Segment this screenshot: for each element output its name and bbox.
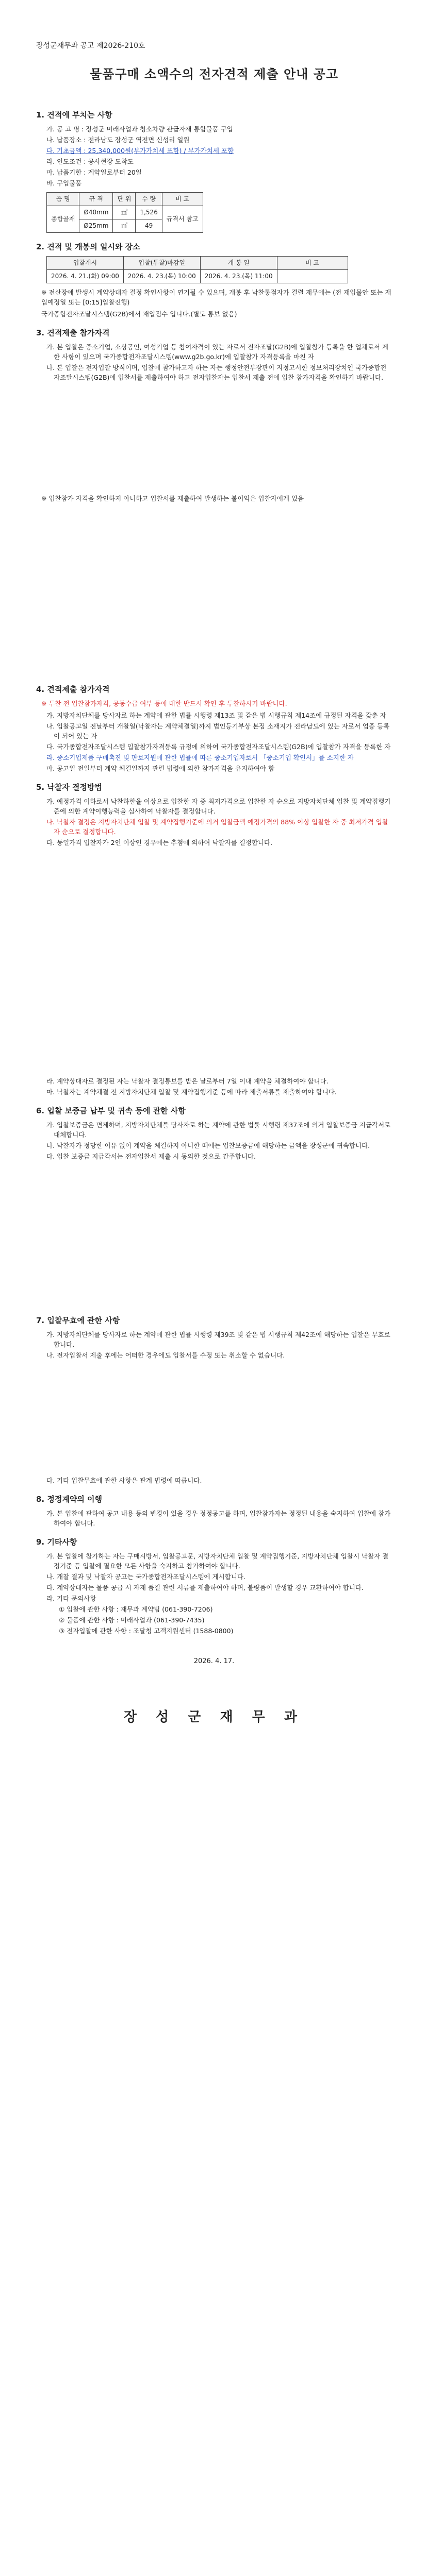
table-row [47,206,203,219]
s4-warning: ※ 투찰 전 입찰참가자격, 공동수급 여부 등에 대한 반드시 확인 후 투찰하시기 바랍니다. [41,700,287,707]
s4-item: 가. 지방자치단체를 당사자로 하는 계약에 관한 법률 시행령 제13조 및 같은 법 시행규칙 제14조에 규정된 자격을 갖춘 자 [46,711,386,719]
section-5 [36,783,392,1097]
section-7-heading: 7. 입찰무효에 관한 사항 [36,1316,120,1325]
section-7 [36,1316,392,1485]
qty-cell: 49 [136,219,162,233]
s1-item: 가. 공 고 명 : 장성군 미래사업과 청소차량 관급자재 통합물품 구입 [46,125,233,133]
doc-number: 장성군재무과 공고 제2026-210호 [36,42,145,50]
s1-item: 마. 납품기한 : 계약일로부터 20일 [46,168,142,176]
contact-line: ① 입찰에 관한 사항 : 재무과 계약팀 (061-390-7206) [59,1605,213,1613]
section-6 [36,1106,392,1161]
notice-date: 2026. 4. 17. [193,1657,235,1665]
section-3-heading: 3. 견적제출 참가자격 [36,328,110,337]
section-9-heading: 9. 기타사항 [36,1537,77,1547]
goods-table [46,192,203,233]
section-8-heading: 8. 정정계약의 이행 [36,1495,103,1504]
table-header: 규 격 [79,193,113,206]
section-1 [36,110,392,233]
s1-item: 다. 기초금액 : 25,340,000원(부가가치세 포함) / 부가가치세 포함 [46,147,234,155]
s7-item: 다. 기타 입찰무효에 관한 사항은 관계 법령에 따릅니다. [46,1477,202,1484]
section-4-heading: 4. 견적제출 참가자격 [36,685,110,694]
s2-note: 국가종합전자조달시스템(G2B)에서 재입점수 입니다.(별도 통보 없음) [41,310,237,318]
s9-item: 다. 계약상대자는 물품 공급 시 자재 품질 관련 서류를 제출하여야 하며, 불량품이 발생할 경우 교환하여야 합니다. [46,1584,364,1591]
section-9 [36,1537,392,1636]
spec-cell: Ø40mm [79,206,113,219]
table-header: 비 고 [277,257,348,270]
s4-item: 라. 중소기업제품 구매촉진 및 판로지원에 관한 법률에 따른 중소기업자로서 「중소기업 확인서」를 소지한 자 [46,754,354,761]
deadline-cell: 2026. 4. 23.(목) 10:00 [123,270,200,283]
unit-cell: ㎥ [113,206,136,219]
section-6-heading: 6. 입찰 보증금 납부 및 귀속 등에 관한 사항 [36,1106,186,1115]
s4-item: 마. 공고일 전일부터 계약 체결일까지 관련 법령에 의한 참가자격을 유지하여야 함 [46,765,275,772]
s6-item: 다. 입찰 보증금 지급각서는 전자입찰서 제출 시 동의한 것으로 간주합니다. [46,1153,256,1160]
table-header: 개 봉 일 [200,257,277,270]
table-header: 입찰(투찰)마감일 [123,257,200,270]
s5-item: 다. 동일가격 입찰자가 2인 이상인 경우에는 추첨에 의하여 낙찰자를 결정합니다. [46,839,273,846]
section-1-heading: 1. 견적에 부치는 사항 [36,110,112,120]
s4-item: 다. 국가종합전자조달시스템 입찰참가자격등록 규정에 의하여 국가종합전자조달시스템(G2B)에 입찰참가 자격을 등록한 자 [46,743,391,751]
table-header: 비 고 [162,193,203,206]
section-2-heading: 2. 견적 및 개봉의 일시와 장소 [36,242,140,251]
issuer-name: 장 성 군 재 무 과 [124,1709,304,1725]
table-header: 단 위 [113,193,136,206]
product-cell: 종합골재 [47,206,79,233]
s7-item: 나. 전자입찰서 제출 후에는 어떠한 경우에도 입찰서를 수정 또는 취소할 수 없습니다. [46,1351,285,1359]
s3-note: ※ 입찰참가 자격을 확인하지 아니하고 입찰서를 제출하여 발생하는 불이익은 입찰자에게 있음 [41,495,304,502]
s2-note: ※ 전산장애 발생시 계약상대자 결정 확인사항이 연기될 수 있으며, 개봉 후 낙찰통점자가 결렬 재무에는 (전 재입물안 또는 재입예정일 또는 [0:15]입찰진행) [41,289,391,306]
section-8 [36,1495,392,1528]
opening-cell: 2026. 4. 23.(목) 11:00 [200,270,277,283]
remark-cell [277,270,348,283]
qty-cell: 1,526 [136,206,162,219]
s8-item: 가. 본 입찰에 관하여 공고 내용 등의 변경이 있을 경우 정정공고를 하며, 입찰참가자는 정정된 내용을 숙지하여 입찰에 참가하여야 합니다. [46,1510,391,1527]
schedule-table [46,256,348,283]
table-header: 수 량 [136,193,162,206]
table-row [47,270,348,283]
s3-item: 나. 본 입찰은 전자입찰 방식이며, 입찰에 참가하고자 하는 자는 행정안전부장관이 지정고시한 정보처리장치인 국가종합전자조달시스템(G2B)에 입찰서를 제출하여야 하고 전자입찰자는 입찰서 제출 전에 입찰 참가자격을 확인하기 바랍니다. [46,364,387,381]
s6-item: 가. 입찰보증금은 면제하며, 지방자치단체를 당사자로 하는 계약에 관한 법률 시행령 제37조에 의거 입찰보증금 지급각서로 대체합니다. [46,1121,391,1139]
section-5-heading: 5. 낙찰자 결정방법 [36,783,103,792]
notice-document [36,41,392,1725]
start-cell: 2026. 4. 21.(화) 09:00 [47,270,124,283]
s5-item: 라. 계약상대자로 결정된 자는 낙찰자 결정통보를 받은 날로부터 7일 이내 계약을 체결하여야 합니다. [46,1077,329,1085]
table-header: 품 명 [47,193,79,206]
s1-item: 바. 구입물품 [46,179,82,187]
s4-item: 나. 입찰공고일 전날부터 개찰일(낙찰자는 계약체결일)까지 법인등기부상 본점 소재지가 전라남도에 있는 자로서 업종 등록이 되어 있는 자 [46,722,390,740]
s5-item: 나. 낙찰자 결정은 지방자치단체 입찰 및 계약집행기준에 의거 입찰금액 예정가격의 88% 이상 입찰한 자 중 최저가격 입찰자 순으로 결정합니다. [46,818,388,836]
s9-item: 라. 기타 문의사항 [46,1595,96,1602]
contact-line: ② 물품에 관한 사항 : 미래사업과 (061-390-7435) [59,1616,205,1624]
s1-item: 라. 인도조건 : 공사현장 도착도 [46,158,134,165]
notice-title: 물품구매 소액수의 전자견적 제출 안내 공고 [89,67,339,81]
s3-item: 가. 본 입찰은 중소기업, 소상공인, 여성기업 등 참여자격이 있는 자로서 전자조달(G2B)에 입찰참가 등록을 한 업체로서 제한 사항이 있으며 국가종합전자조달시스템(www.g2b.go.kr)에 입찰참가 자격등록을 마친 자 [46,343,388,361]
s9-item: 가. 본 입찰에 참가하는 자는 구매시방서, 입찰공고문, 지방자치단체 입찰 및 계약집행기준, 지방자치단체 입찰시 낙찰자 결정기준 등 입찰에 필요한 모든 사항을 숙지하고 참가하여야 합니다. [46,1552,389,1570]
table-header: 입찰개시 [47,257,124,270]
s1-item: 나. 납품장소 : 전라남도 장성군 역전면 신성리 일원 [46,136,190,144]
remark-cell: 규격서 참고 [162,206,203,233]
s9-item: 나. 개찰 결과 및 낙찰자 공고는 국가종합전자조달시스템에 게시합니다. [46,1573,245,1581]
spec-cell: Ø25mm [79,219,113,233]
s5-item: 가. 예정가격 이하로서 낙찰하한율 이상으로 입찰한 자 중 최저가격으로 입찰한 자 순으로 지방자치단체 입찰 및 계약집행기준에 의한 계약이행능력을 심사하여 낙찰자를 결정합니다. [46,798,391,815]
contact-line: ③ 전자입찰에 관한 사항 : 조달청 고객지원센터 (1588-0800) [59,1627,234,1635]
section-4 [36,685,392,773]
s7-item: 가. 지방자치단체를 당사자로 하는 계약에 관한 법률 시행령 제39조 및 같은 법 시행규칙 제42조에 해당하는 입찰은 무효로 합니다. [46,1331,390,1348]
section-3 [36,328,392,503]
s5-item: 마. 낙찰자는 계약체결 전 지방자치단체 입찰 및 계약집행기준 등에 따라 제출서류를 제출하여야 합니다. [46,1088,337,1096]
s6-item: 나. 낙찰자가 정당한 이유 없이 계약을 체결하지 아니한 때에는 입찰보증금에 해당하는 금액을 장성군에 귀속합니다. [46,1142,370,1149]
section-2 [36,242,392,319]
unit-cell: ㎥ [113,219,136,233]
